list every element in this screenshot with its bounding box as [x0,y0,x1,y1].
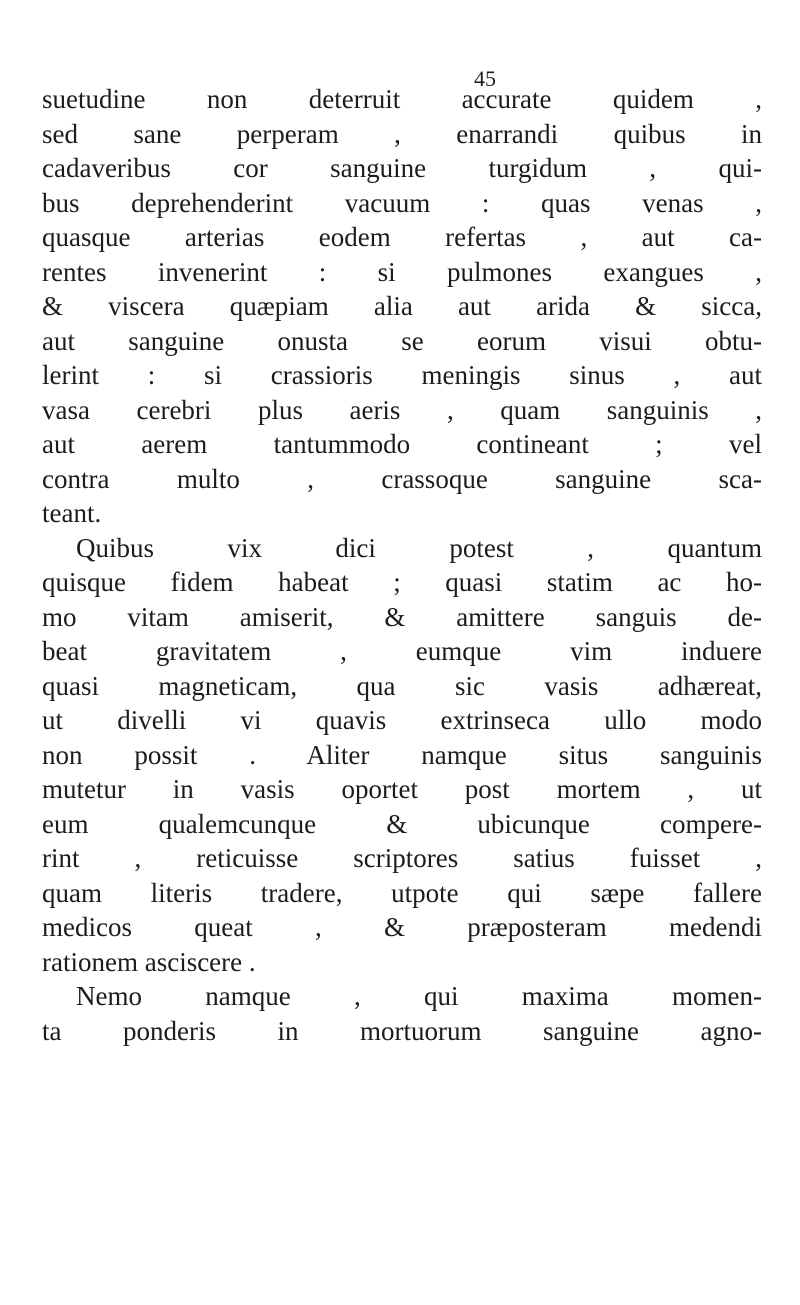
text-line: non possit . Aliter namque situs sanguinis [42,739,762,770]
text-line: quisque fidem habeat ; quasi statim ac ho- [42,567,762,597]
text-line: vasa cerebri plus aeris , quam sanguinis , [42,394,762,425]
text-line: ut divelli vi quavis extrinseca ullo modo [42,705,762,735]
text-line: sed sane perperam , enarrandi quibus in [42,118,762,149]
text-line: rint , reticuisse scriptores satius fuisset , [42,843,762,873]
body-text [42,82,762,1048]
text-line: eum qualemcunque & ubicunque compere- [42,808,762,839]
text-line: beat gravitatem , eumque vim induere [42,636,762,666]
page-number: 45 [474,66,496,91]
text-line: rentes invenerint : si pulmones exangues , [42,256,762,287]
text-line: mo vitam amiserit, & amittere sanguis de- [42,601,762,632]
text-line: & viscera quæpiam alia aut arida & sicca, [42,291,762,321]
text-line: Nemo namque , qui maxima momen- [76,981,762,1011]
text-line: bus deprehenderint vacuum : quas venas , [42,187,762,218]
text-line: lerint : si crassioris meningis sinus , aut [42,360,762,390]
text-line: cadaveribus cor sanguine turgidum , qui- [42,153,762,183]
text-line: medicos queat , & præposteram medendi [42,912,762,942]
text-line: ta ponderis in mortuorum sanguine agno- [42,1015,762,1046]
text-line: suetudine non deterruit accurate quidem , [42,84,762,114]
text-line: mutetur in vasis oportet post mortem , ut [42,774,762,804]
text-line: Quibus vix dici potest , quantum [76,532,762,563]
text-line: aut aerem tantummodo contineant ; vel [42,429,762,459]
text-line: contra multo , crassoque sanguine sca- [42,463,762,494]
text-line: quasque arterias eodem refertas , aut ca- [42,222,762,252]
text-line: rationem asciscere . [42,946,256,977]
text-line: quasi magneticam, qua sic vasis adhæreat, [42,670,762,701]
text-line: teant. [42,498,102,528]
text-line: aut sanguine onusta se eorum visui obtu- [42,325,762,356]
text-line: quam literis tradere, utpote qui sæpe fallere [42,877,762,908]
